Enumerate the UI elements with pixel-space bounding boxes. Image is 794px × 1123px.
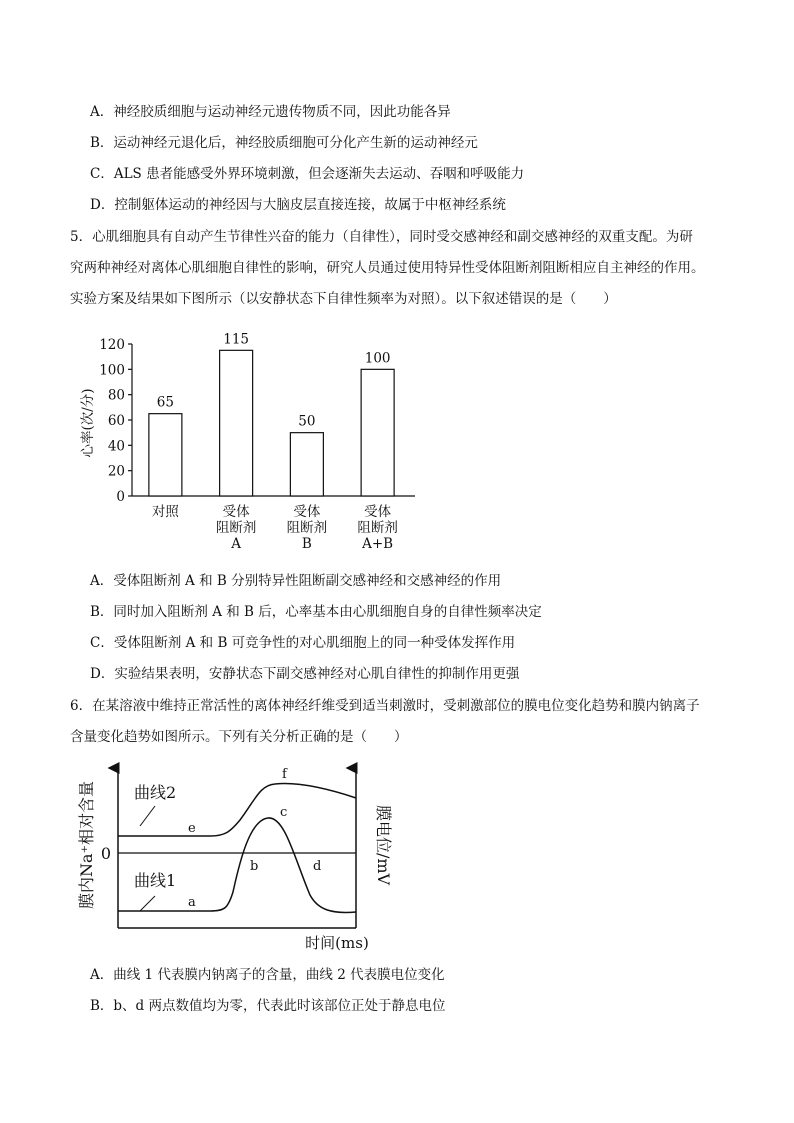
q6-option-a: A．曲线 1 代表膜内钠离子的含量，曲线 2 代表膜电位变化 <box>90 967 445 983</box>
point-a: a <box>188 895 196 910</box>
q5-option-b: B．同时加入阻断剂 A 和 B 后，心率基本由心肌细胞自身的自律性频率决定 <box>90 604 542 620</box>
point-d: d <box>313 859 322 874</box>
zero-label: 0 <box>100 844 112 863</box>
category-label: 对照 <box>151 504 179 520</box>
curve-1-label: 曲线1 <box>134 871 177 890</box>
category-label: B <box>301 536 312 552</box>
curve-2-label: 曲线2 <box>134 783 177 802</box>
curve-2-pointer <box>140 806 155 826</box>
point-c: c <box>280 805 288 820</box>
curve-1-pointer <box>140 896 155 911</box>
q5-stem-line-1: 5．心肌细胞具有自动产生节律性兴奋的能力（自律性），同时受交感神经和副交感神经的双重支配。为研 <box>70 229 693 245</box>
y-tick-label: 120 <box>99 337 125 353</box>
bar <box>220 350 253 496</box>
bar-value-label: 50 <box>298 413 316 430</box>
bar <box>149 414 182 496</box>
y-tick-label: 40 <box>107 438 125 455</box>
q4-option-d: D．控制躯体运动的神经因与大脑皮层直接连接，故属于中枢神经系统 <box>90 197 506 213</box>
q5-stem-line-2: 究两种神经对离体心肌细胞自律性的影响，研究人员通过使用特异性受体阻断剂阻断相应自主神经的作用。 <box>70 260 705 276</box>
bar <box>361 369 394 496</box>
right-axis-title: 膜电位/mV <box>374 804 393 886</box>
q4-option-c: C．ALS 患者能感受外界环境刺激，但会逐渐失去运动、吞咽和呼吸能力 <box>90 166 525 182</box>
point-f: f <box>282 767 287 782</box>
category-label: 阻断剂 <box>357 520 398 536</box>
category-label: 阻断剂 <box>286 520 328 536</box>
y-tick-label: 20 <box>107 463 125 480</box>
q6-stem-line-1: 6．在某溶液中维持正常活性的离体神经纤维受到适当刺激时，受刺激部位的膜电位变化趋势和膜内钠离子 <box>70 698 700 714</box>
q4-option-a: A．神经胶质细胞与运动神经元遗传物质不同，因此功能各异 <box>90 104 451 120</box>
bar-value-label: 65 <box>156 394 174 411</box>
y-tick-label: 60 <box>107 413 125 429</box>
y-tick-label: 80 <box>107 387 125 404</box>
category-label: A <box>231 536 241 552</box>
q4-option-b: B．运动神经元退化后，神经胶质细胞可分化产生新的运动神经元 <box>90 135 478 151</box>
heart-rate-bar-chart <box>70 320 430 560</box>
point-b: b <box>250 859 259 874</box>
category-label: 受体 <box>364 504 392 520</box>
category-label: 阻断剂 <box>215 520 257 536</box>
y-tick-label: 100 <box>99 362 125 379</box>
category-label: 受体 <box>222 504 250 520</box>
q5-stem-line-3: 实验方案及结果如下图所示（以安静状态下自律性频率为对照）。以下叙述错误的是（ ） <box>70 291 617 307</box>
category-label: A+B <box>362 536 394 552</box>
left-axis-title: 膜内Na⁺相对含量 <box>77 781 96 909</box>
q6-option-b: B．b、d 两点数值均为零，代表此时该部位正处于静息电位 <box>90 998 446 1014</box>
y-tick-label: 0 <box>116 489 125 505</box>
q5-option-d: D．实验结果表明，安静状态下副交感神经对心肌自律性的抑制作用更强 <box>90 666 520 682</box>
x-axis-title: 时间(ms) <box>305 934 369 952</box>
point-e: e <box>188 821 196 836</box>
bar-value-label: 115 <box>223 331 250 348</box>
bar <box>290 433 323 496</box>
membrane-potential-chart <box>70 760 400 955</box>
bar-chart-ylabel: 心率(次/分) <box>80 388 96 458</box>
q5-option-c: C．受体阻断剂 A 和 B 可竞争性的对心肌细胞上的同一种受体发挥作用 <box>90 635 516 651</box>
bar-value-label: 100 <box>364 350 391 367</box>
q6-stem-line-2: 含量变化趋势如图所示。下列有关分析正确的是（ ） <box>70 729 408 745</box>
category-label: 受体 <box>293 504 321 520</box>
q5-option-a: A．受体阻断剂 A 和 B 分别特异性阻断副交感神经和交感神经的作用 <box>90 573 502 589</box>
